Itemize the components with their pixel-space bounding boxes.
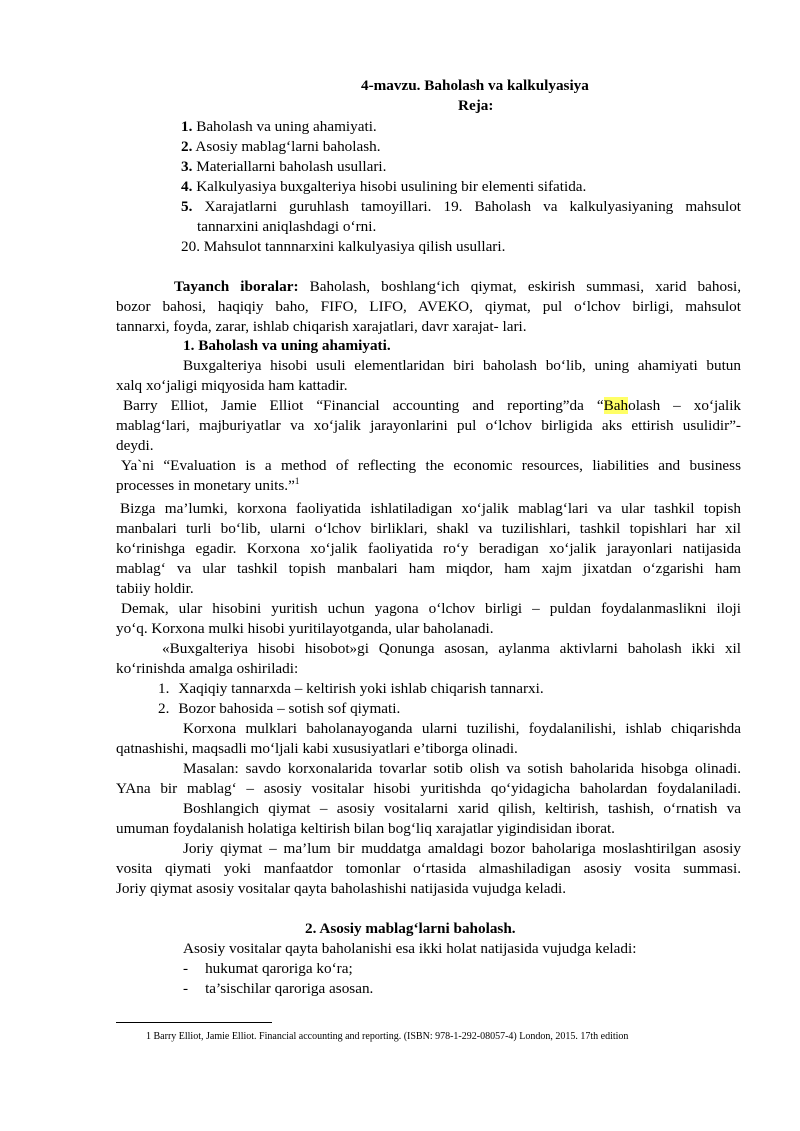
paragraph-line: Joriy qiymat asosiy vositalar qayta baholashishi natijasida vujudga keladi. — [116, 880, 567, 897]
paragraph-line: Joriy qiymat – ma’lum bir muddatga amaldagi bozor baholariga moslashtirilgan asosiy — [183, 840, 741, 857]
paragraph-line: umuman foydalanish holatiga keltirish bilan bog‘liq xarajatlar yigindisidan iborat. — [116, 820, 615, 837]
paragraph-line: yo‘q. Korxona mulki hisobi yuritilayotganda, ular baholanadi. — [116, 620, 494, 637]
highlighted-text: Bah — [603, 397, 629, 414]
footnote-separator — [116, 1022, 272, 1023]
bullet-item: - hukumat qaroriga ko‘ra; — [183, 960, 353, 977]
paragraph-line: deydi. — [116, 437, 154, 454]
plan-item: 20. Mahsulot tannnarxini kalkulyasiya qilish usullari. — [181, 238, 506, 255]
footnote: 1 Barry Elliot, Jamie Elliot. Financial accounting and reporting. (ISBN: 978-1-292-08057-4) London, 2015. 17th edition — [146, 1031, 629, 1042]
plan-item-continuation: tannarxini aniqlashdagi o‘rni. — [197, 218, 377, 235]
paragraph-line: Buxgalteriya hisobi usuli elementlaridan biri baholash bo‘lib, uning ahamiyati butun — [183, 357, 741, 374]
keywords-line: Tayanch iboralar: Baholash, boshlang‘ich qiymat, eskirish summasi, xarid bahosi, — [174, 278, 742, 295]
paragraph-line: vosita qiymati yoki manfaatdor tomonlar o‘rtasida almashiladigan asosiy vosita summasi. — [116, 860, 741, 877]
plan-item: 2. Asosiy mablag‘larni baholash. — [181, 138, 381, 155]
list-item: 2. Bozor bahosida – sotish sof qiymati. — [158, 700, 401, 717]
paragraph-line: mablag‘lari, majburiyatlar va xo‘jalik jarayonlarini pul o‘lchov birligida aks ettirish usulidir”- — [116, 417, 741, 434]
paragraph-line: processes in monetary units.”$^1$ — [116, 475, 300, 494]
paragraph-line: mablag‘ va ular tashkil topish manbalari ham miqdor, ham xajm jixatdan o‘zgarishi ham — [116, 560, 741, 577]
footnote-reference: 1 — [294, 475, 300, 486]
paragraph-line: ko‘rinishda amalga oshiriladi: — [116, 660, 299, 677]
keywords-line: tannarxi, foyda, zarar, ishlab chiqarish xarajatlari, davr xarajat- lari. — [116, 318, 527, 335]
plan-item: 5. Xarajatlarni guruhlash tamoyillari. 19. Baholash va kalkulyasiyaning mahsulot — [181, 198, 742, 215]
paragraph-line: xalq xo‘jaligi miqyosida ham kattadir. — [116, 377, 348, 394]
paragraph-line: Bizga ma’lumki, korxona faoliyatida ishlatiladigan xo‘jalik mablag‘lari va ular tashkil topish — [120, 500, 741, 517]
paragraph-line: manbalari turli bo‘lib, ularni o‘lchov birliklari, shakl va tuzilishlari, tashkil topishlari har xil — [116, 520, 741, 537]
paragraph-line: tabiiy holdir. — [116, 580, 194, 597]
plan-heading: Reja: — [458, 97, 494, 114]
plan-item: 1. Baholash va uning ahamiyati. — [181, 118, 377, 135]
plan-item: 4. Kalkulyasiya buxgalteriya hisobi usulining bir elementi sifatida. — [181, 178, 587, 195]
paragraph-line: Korxona mulklari baholanayoganda ularni tuzilishi, foydalanilishi, ishlab chiqarishda — [183, 720, 741, 737]
paragraph-line: qatnashishi, maqsadli mo‘ljali kabi xususiyatlari e’tiborga olinadi. — [116, 740, 518, 757]
list-item: 1. Xaqiqiy tannarxda – keltirish yoki ishlab chiqarish tannarxi. — [158, 680, 544, 697]
paragraph-line: Demak, ular hisobini yuritish uchun yagona o‘lchov birligi – puldan foydalanmaslikni iloji — [121, 600, 741, 617]
paragraph-line: Ya`ni “Evaluation is a method of reflecting the economic resources, liabilities and business — [121, 457, 741, 474]
page-title: 4-mavzu. Baholash va kalkulyasiya — [361, 77, 589, 94]
paragraph-line: Masalan: savdo korxonalarida tovarlar sotib olish va sotish baholarida hisobga olinadi. — [183, 760, 741, 777]
paragraph-line: Boshlangich qiymat – asosiy vositalarni xarid qilish, keltirish, tashish, o‘rnatish va — [183, 800, 741, 817]
keywords-line: bozor bahosi, haqiqiy baho, FIFO, LIFO, AVEKO, qiymat, pul o‘lchov birligi, mahsulot — [116, 298, 741, 315]
plan-item: 3. Materiallarni baholash usullari. — [181, 158, 387, 175]
keywords-label: Tayanch iboralar: — [174, 278, 299, 295]
bullet-item: - ta’sischilar qaroriga asosan. — [183, 980, 374, 997]
section-heading: 2. Asosiy mablag‘larni baholash. — [305, 920, 516, 937]
section-heading: 1. Baholash va uning ahamiyati. — [183, 337, 391, 354]
paragraph-line: ko‘rinishga egadir. Korxona xo‘jalik faoliyatida ro‘y beradigan xo‘jalik jarayonlari natijasida — [116, 540, 741, 557]
paragraph-line: «Buxgalteriya hisobi hisobot»gi Qonunga asosan, aylanma aktivlarni baholash ikki xil — [162, 640, 741, 657]
paragraph-line: YAna bir mablag‘ – asosiy vositalar hisobi yuritishda qo‘yidagicha baholardan foydalaniladi. — [116, 780, 741, 797]
paragraph-line: Asosiy vositalar qayta baholanishi esa ikki holat natijasida vujudga keladi: — [183, 940, 637, 957]
paragraph-line: Barry Elliot, Jamie Elliot “Financial accounting and reporting”da “Baholash – xo‘jalik — [123, 397, 742, 414]
